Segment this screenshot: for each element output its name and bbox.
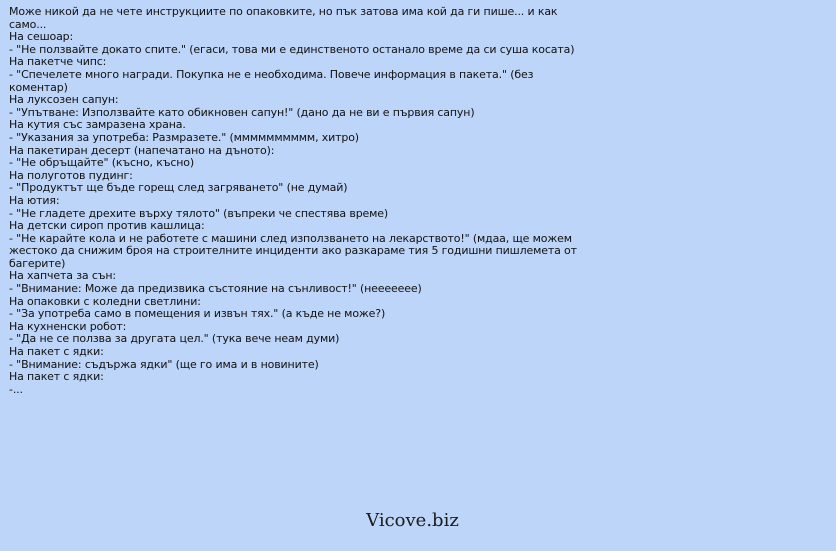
- quote-hair-dryer: - "Не ползвайте докато спите." (егаси, това ми е единственото останало време да си суша косата): [9, 42, 575, 56]
- heading-hair-dryer: На сешоар:: [9, 30, 74, 44]
- intro-line: Може никой да не чете инструкциите по опаковките, но пък затова има кой да ги пише... и как само...: [9, 5, 558, 31]
- heading-kitchen-robot: На кухненски робот:: [9, 319, 127, 333]
- quote-sleeping-pills: - "Внимание: Може да предизвика състояние на сънливост!" (неееееее): [9, 282, 422, 296]
- heading-nuts-2: На пакет с ядки:: [9, 370, 104, 384]
- site-watermark: Vicove.biz: [366, 510, 459, 531]
- heading-chips: На пакетче чипс:: [9, 55, 107, 69]
- heading-soap: На луксозен сапун:: [9, 93, 119, 107]
- heading-dessert: На пакетиран десерт (напечатано на дъното):: [9, 143, 275, 157]
- quote-dessert: - "Не обръщайте" (късно, късно): [9, 156, 195, 170]
- joke-text: [9, 6, 579, 396]
- quote-iron: - "Не гладете дрехите върху тялото" (въпреки че спестява време): [9, 206, 389, 220]
- quote-pudding: - "Продуктът ще бъде горещ след загряването" (не думай): [9, 181, 348, 195]
- heading-iron: На ютия:: [9, 193, 60, 207]
- heading-pudding: На полуготов пудинг:: [9, 168, 133, 182]
- quote-christmas-lights: - "За употреба само в помещения и извън тях." (а къде не може?): [9, 307, 386, 321]
- quote-kitchen-robot: - "Да не се ползва за другата цел." (тука вече неам думи): [9, 332, 340, 346]
- quote-chips: - "Спечелете много награди. Покупка не е необходима. Повече информация в пакета." (без коментар): [9, 67, 534, 94]
- quote-soap: - "Упътване: Използвайте като обикновен сапун!" (дано да не ви е първия сапун): [9, 105, 475, 119]
- heading-sleeping-pills: На хапчета за сън:: [9, 269, 116, 283]
- heading-nuts: На пакет с ядки:: [9, 345, 104, 359]
- quote-nuts: - "Внимание: съдържа ядки" (ще го има и в новините): [9, 357, 319, 371]
- quote-cough-syrup: - "Не карайте кола и не работете с машини след използването на лекарството!" (мдаа, ще можем жестоко да снижим броя на строителните инциденти ако разкараме тия 5 годишни пишлемета от багерите): [9, 231, 577, 270]
- quote-frozen-food: - "Указания за употреба: Размразете." (мммммммммм, хитро): [9, 130, 359, 144]
- heading-frozen-food: На кутия със замразена храна.: [9, 118, 186, 132]
- heading-christmas-lights: На опаковки с коледни светлини:: [9, 294, 201, 308]
- quote-ellipsis: -...: [9, 382, 23, 396]
- heading-cough-syrup: На детски сироп против кашлица:: [9, 219, 205, 233]
